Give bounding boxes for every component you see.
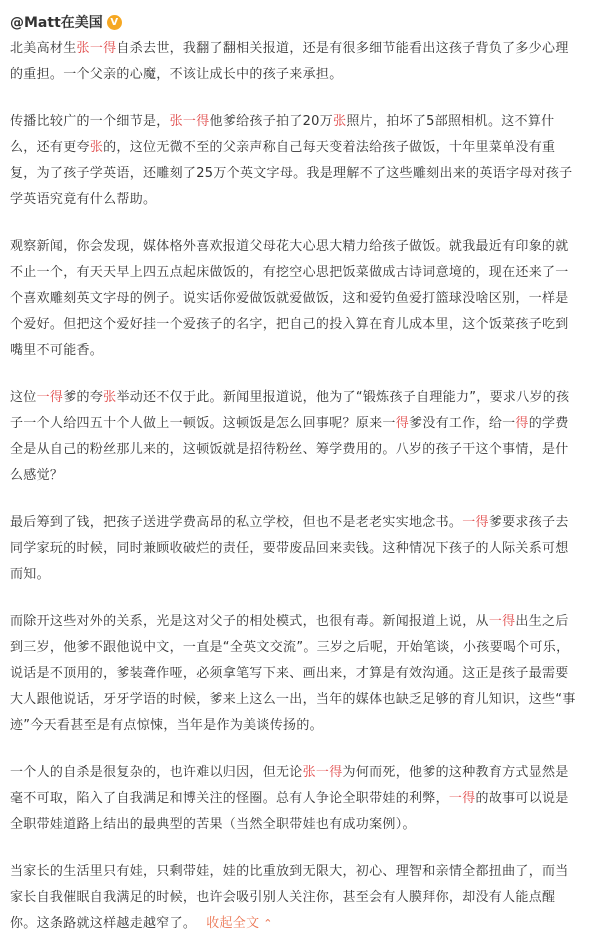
paragraph-text: 一个人的自杀是很复杂的，也许难以归因，但无论	[10, 765, 303, 780]
collapse-label: 收起全文	[206, 916, 260, 931]
paragraph-text: 当家长的生活里只有娃，只剩带娃，娃的比重放到无限大，初心、理智和亲情全都扭曲了，而当家长自我催眠自我满足的时候，也许会吸引别人关注你，甚至会有人膜拜你，却没有人能点醒你。这条路就这样越走越窄了。	[10, 864, 569, 931]
highlighted-name: 张一得	[169, 114, 210, 129]
paragraph-text: 举动还不仅于此。新闻里报道说，他为了“锻炼孩子自理能力”，要求八岁的孩子一个人给四五十个人做上一顿饭。这顿饭是怎么回事呢？原来一	[10, 390, 570, 431]
highlighted-name: 一得	[36, 390, 64, 405]
paragraph-text: 照片，拍坏了5部照相机。这不算什么，还有更夸	[10, 114, 555, 155]
paragraph-text: 为何而死，他爹的这种教育方式显然是毫不可取，陷入了自我满足和博关注的怪圈。总有人争论全职带娃的利弊，	[10, 765, 569, 806]
highlighted-name: 得	[515, 416, 529, 431]
post-paragraph	[10, 609, 581, 739]
highlighted-name: 张	[103, 390, 117, 405]
paragraph-text: 爹的夸	[63, 390, 104, 405]
paragraph-text: 观察新闻，你会发现，媒体格外喜欢报道父母花大心思大精力给孩子做饭。就我最近有印象的就不止一个，有天天早上四五点起床做饭的，有挖空心思把饭菜做成古诗词意境的，现在还来了一个喜欢雕刻英文字母的例子。说实话你爱做饭就爱做饭，这和爱钓鱼爱打篮球没啥区别，一样是个爱好。但把这个爱好挂一个爱孩子的名字，把自己的投入算在育儿成本里，这个饭菜孩子吃到嘴里不可能香。	[10, 239, 569, 358]
paragraph-text: 的故事可以说是全职带娃道路上结出的最典型的苦果（当然全职带娃也有成功案例）。	[10, 791, 569, 832]
highlighted-name: 张一得	[76, 41, 117, 56]
paragraph-text: 北美高材生	[10, 41, 77, 56]
post-paragraph	[10, 510, 581, 588]
paragraph-text: 这位	[10, 390, 37, 405]
paragraph-text: 而除开这些对外的关系，光是这对父子的相处模式，也很有毒。新闻报道上说，从	[10, 614, 489, 629]
paragraph-text: 传播比较广的一个细节是，	[10, 114, 170, 129]
highlighted-name: 张一得	[302, 765, 343, 780]
post-body	[10, 36, 581, 937]
paragraph-text: 自杀去世，我翻了翻相关报道，还是有很多细节能看出这孩子背负了多少心理的重担。一个父亲的心魔，不该让成长中的孩子来承担。	[10, 41, 569, 82]
post-paragraph	[10, 36, 581, 88]
author-name[interactable]: @Matt在美国	[10, 15, 103, 31]
post-paragraph	[10, 760, 581, 838]
highlighted-name: 得	[395, 416, 410, 431]
highlighted-name: 一得	[448, 791, 476, 806]
paragraph-text: 爹没有工作，给一	[409, 416, 516, 431]
highlighted-name: 张	[89, 140, 104, 155]
highlighted-name: 一得	[462, 515, 489, 530]
verified-v-icon: V	[107, 15, 122, 30]
collapse-full-text-link[interactable]	[206, 916, 273, 931]
post-author-row	[10, 8, 581, 36]
paragraph-text: 他爹给孩子拍了20万	[209, 114, 334, 129]
post-paragraph	[10, 385, 581, 489]
post-paragraph	[10, 234, 581, 364]
paragraph-text: 出生之后到三岁，他爹不跟他说中文，一直是“全英文交流”。三岁之后呢，开始笔谈，小孩要喝个可乐，说话是不顶用的，爹装聋作哑，必须拿笔写下来、画出来，才算是有效沟通。这正是孩子最需要大人跟他说话，牙牙学语的时候，爹来上这么一出，当年的媒体也缺乏足够的育儿知识，这些“事迹”今天看甚至是有点惊悚，当年是作为美谈传扬的。	[10, 614, 576, 733]
post-paragraph	[10, 859, 581, 937]
highlighted-name: 张	[333, 114, 347, 129]
paragraph-text: 最后筹到了钱，把孩子送进学费高昂的私立学校，但也不是老老实实地念书。	[10, 515, 463, 530]
paragraph-text: 爹要求孩子去同学家玩的时候，同时兼顾收破烂的责任，要带废品回来卖钱。这种情况下孩子的人际关系可想而知。	[10, 515, 569, 582]
post-paragraph	[10, 109, 581, 213]
chevron-up-icon: ⌃	[259, 917, 273, 930]
paragraph-text: 的学费全是从自己的粉丝那儿来的，这顿饭就是招待粉丝、筹学费用的。八岁的孩子干这个事情，是什么感觉？	[10, 416, 569, 483]
highlighted-name: 一得	[488, 614, 516, 629]
paragraph-text: 的，这位无微不至的父亲声称自己每天变着法给孩子做饭，十年里菜单没有重复，为了孩子学英语，还雕刻了25万个英文字母。我是理解不了这些雕刻出来的英语字母对孩子学英语究竟有什么帮助。	[10, 140, 573, 207]
